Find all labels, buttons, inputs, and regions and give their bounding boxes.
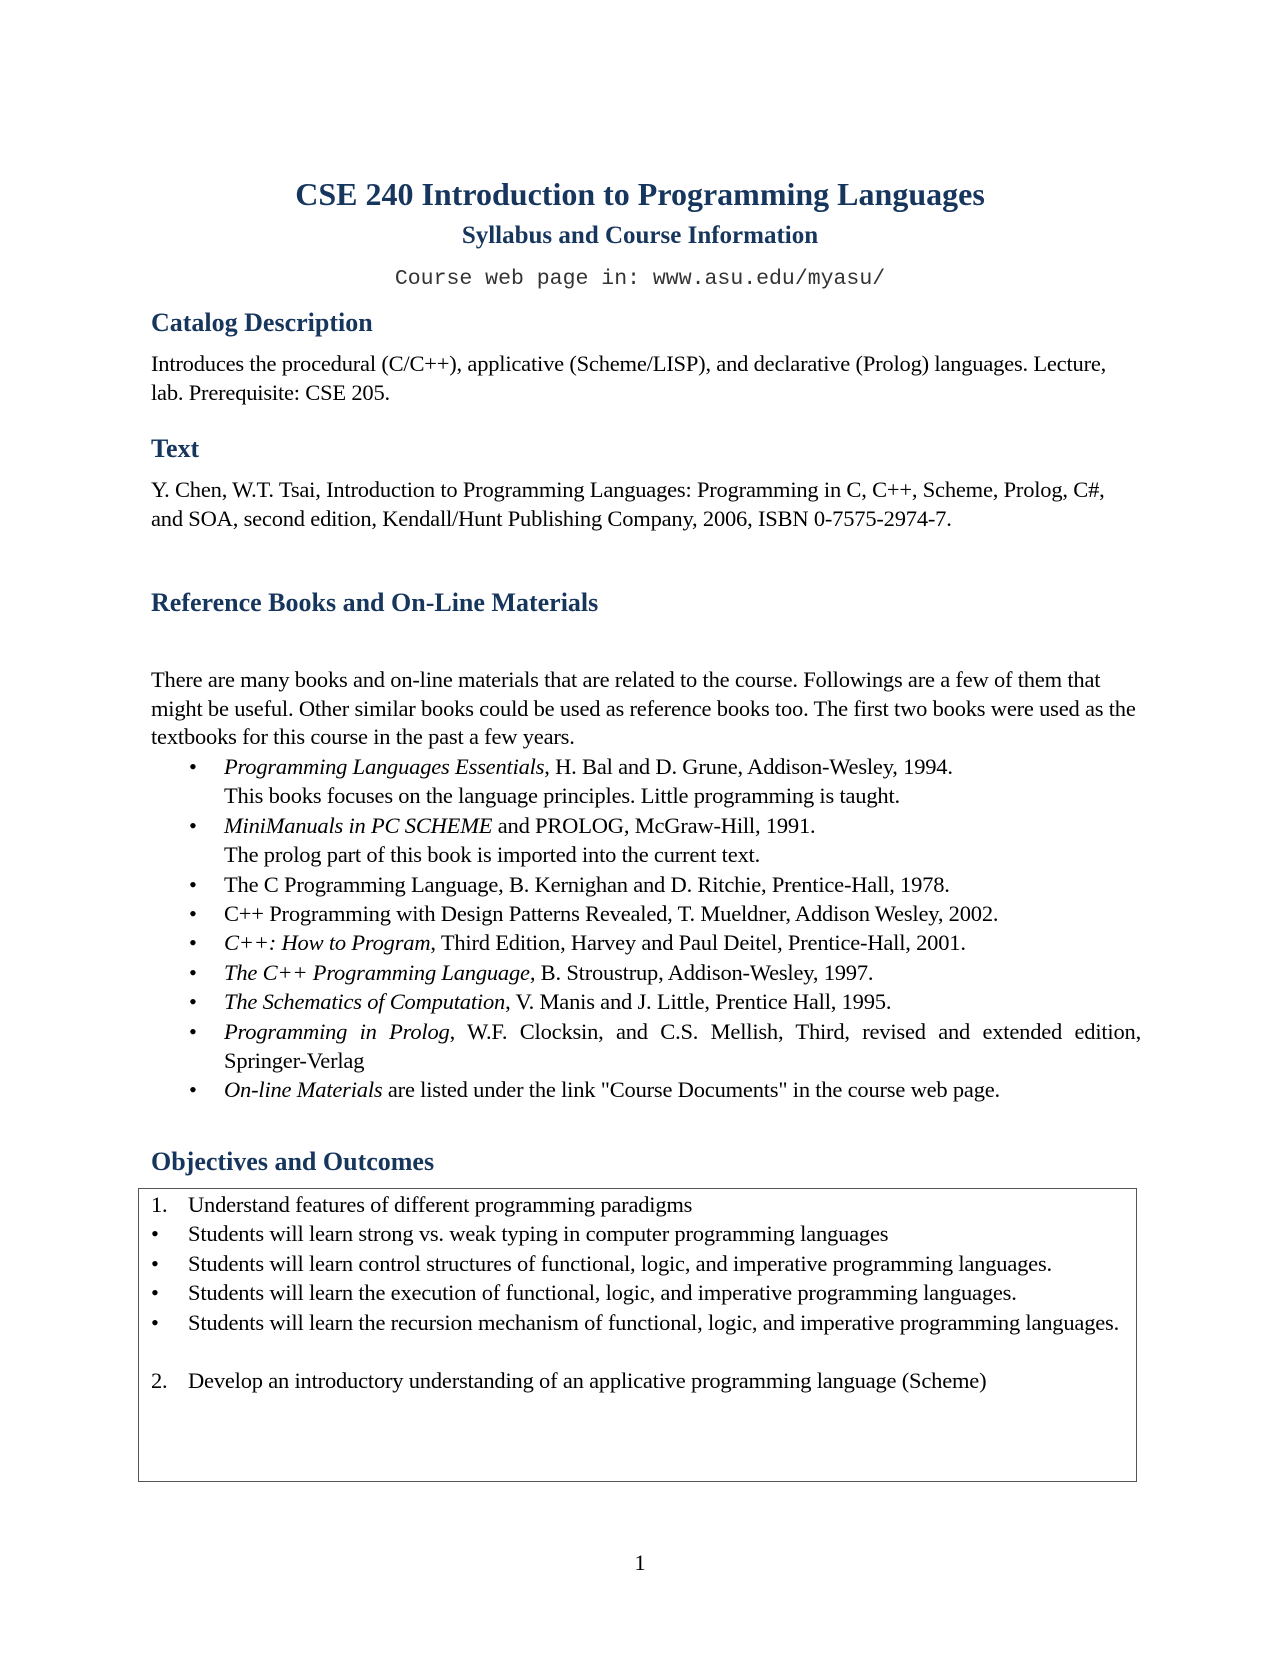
reference-list <box>151 752 1141 1105</box>
textbook-citation: Y. Chen, W.T. Tsai, Introduction to Programming Languages: Programming in C, C++, Scheme, Prolog, C#, and SOA, second edition, Kendall/Hunt Publishing Company, 2006, ISBN 0-7575-2974-7. <box>151 477 1105 531</box>
bullet-icon: • <box>151 1280 159 1306</box>
reference-item: • Programming in Prolog, W.F. Clocksin, and C.S. Mellish, Third, revised and extended edition, Springer-Verlag <box>189 1018 1142 1074</box>
references-intro: There are many books and on-line materials that are related to the course. Followings are a few of them that might be useful. Other similar books could be used as reference books too. The first two books were used as the textbooks for this course in the past a few years. <box>151 667 1136 750</box>
reference-note: The prolog part of this book is imported into the current text. <box>224 842 761 868</box>
reference-item: • The Schematics of Computation, V. Manis and J. Little, Prentice Hall, 1995. <box>151 987 1141 1016</box>
reference-item: • On-line Materials are listed under the link "Course Documents" in the course web page. <box>151 1075 1141 1104</box>
catalog-description: Introduces the procedural (C/C++), applicative (Scheme/LISP), and declarative (Prolog) languages. Lecture, lab. Prerequisite: CSE 205. <box>151 351 1107 405</box>
catalog-heading: Catalog Description <box>151 308 373 337</box>
outcome-item: • Students will learn control structures of functional, logic, and imperative programming languages. <box>151 1249 1126 1278</box>
document-title: CSE 240 Introduction to Programming Languages <box>295 176 985 212</box>
bullet-icon: • <box>151 1250 159 1276</box>
bullet-icon: • <box>189 989 197 1015</box>
objective-item: 1. Understand features of different programming paradigms <box>151 1190 1126 1219</box>
bullet-icon: • <box>189 1018 197 1044</box>
reference-item: • C++: How to Program, Third Edition, Harvey and Paul Deitel, Prentice-Hall, 2001. <box>151 928 1141 957</box>
reference-item: • MiniManuals in PC SCHEME and PROLOG, McGraw-Hill, 1991. The prolog part of this book is imported into the current text. <box>151 811 1141 870</box>
text-heading: Text <box>151 434 200 463</box>
reference-note: This books focuses on the language principles. Little programming is taught. <box>224 783 900 809</box>
objectives-heading: Objectives and Outcomes <box>151 1147 435 1176</box>
list-marker: 2. <box>151 1368 168 1394</box>
bullet-icon: • <box>189 812 197 838</box>
bullet-icon: • <box>189 901 197 927</box>
outcome-item: • Students will learn the recursion mechanism of functional, logic, and imperative programming languages. <box>151 1308 1126 1337</box>
course-web-page-line: Course web page in: www.asu.edu/myasu/ <box>394 267 886 291</box>
bullet-icon: • <box>189 871 197 897</box>
bullet-icon: • <box>189 754 197 779</box>
bullet-icon: • <box>189 1077 197 1103</box>
reference-item: • Programming Languages Essentials, H. Bal and D. Grune, Addison-Wesley, 1994. This books focuses on the language principles. Little programming is taught. <box>151 752 1141 811</box>
bullet-icon: • <box>151 1309 159 1335</box>
page-number: 1 <box>634 1550 646 1575</box>
bullet-icon: • <box>189 959 197 985</box>
outcome-item: • Students will learn the execution of functional, logic, and imperative programming languages. <box>151 1278 1126 1307</box>
objectives-list <box>151 1190 1126 1395</box>
reference-item: • C++ Programming with Design Patterns Revealed, T. Mueldner, Addison Wesley, 2002. <box>151 899 1141 928</box>
objective-item: 2. Develop an introductory understanding of an applicative programming language (Scheme) <box>151 1366 1126 1395</box>
reference-item: • The C Programming Language, B. Kernighan and D. Ritchie, Prentice-Hall, 1978. <box>151 870 1141 899</box>
references-heading: Reference Books and On-Line Materials <box>151 588 599 617</box>
bullet-icon: • <box>151 1221 159 1247</box>
bullet-icon: • <box>189 930 197 956</box>
document-subtitle: Syllabus and Course Information <box>461 222 819 249</box>
list-marker: 1. <box>151 1192 168 1217</box>
reference-item: • The C++ Programming Language, B. Stroustrup, Addison-Wesley, 1997. <box>151 958 1141 987</box>
outcome-item: • Students will learn strong vs. weak typing in computer programming languages <box>151 1219 1126 1248</box>
